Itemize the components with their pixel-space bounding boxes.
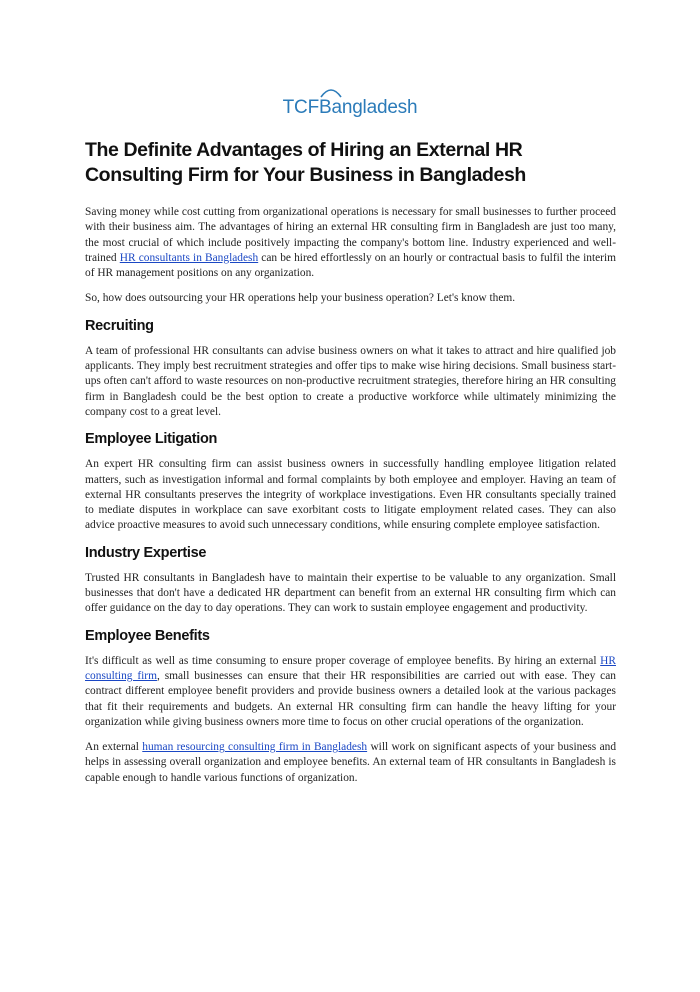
benefits-text-b: , small businesses can ensure that their HR responsibilities are carried out with ease. They can contract different employee benefit providers and provide business owners a detailed look at the various packages that fit their requirements and budgets. An external HR consulting firm can handle the heavy lifting for your organization while giving business owners more time to focus on other crucial operations of the organization.	[85, 669, 616, 728]
section-heading-employee-benefits: Employee Benefits	[85, 627, 210, 644]
logo-part-bangladesh: Bangladesh	[318, 97, 418, 118]
section-text-employee-benefits-2	[85, 740, 616, 786]
section-text-employee-litigation: An expert HR consulting firm can assist business owners in successfully handling employee litigation related matters, such as investigation informal and formal complaints by both employee and employer. Having an team of external HR consultants preserves the integrity of workplace investigations. Even HR consultants specially trained to mediate disputes in workplace can save exorbitant costs to litigate employment related cases. They can also advice proactive measures to avoid such unnecessary conditions, while ensuring complete employee satisfaction.	[85, 458, 616, 532]
section-text-recruiting: A team of professional HR consultants can advise business owners on what it takes to attract and hire qualified job applicants. They imply best recruitment strategies and offer tips to make wise hiring decisions. Small business start-ups often can't afford to waste resources on non-productive recruitment strategies, therefore hiring an HR consulting firm in Bangladesh could be the best option to create a productive workforce while ultimately minimizing the company cost to a great level.	[85, 344, 616, 418]
logo-arc-icon	[319, 85, 343, 99]
intro-text-b: can be hired effortlessly on an hourly or contractual basis to fulfil the interim of HR management positions on any organization.	[85, 251, 617, 280]
section-text-industry-expertise: Trusted HR consultants in Bangladesh have to maintain their expertise to be valuable to any organization. Small businesses that don't have a dedicated HR department can benefit from an external HR consulting firm which can offer guidance on the day to day operations. They can work to sustain employee engagement and productivity.	[85, 571, 616, 615]
human-resourcing-firm-link[interactable]: human resourcing consulting firm in Bangladesh	[142, 741, 368, 754]
company-logo	[0, 88, 700, 128]
logo-part-tcf: TCF	[282, 97, 319, 118]
section-heading-recruiting: Recruiting	[85, 317, 154, 334]
logo-wordmark	[283, 97, 418, 119]
benefits-text-a: It's difficult as well as time consuming to ensure proper coverage of employee benefits. By hiring an external	[85, 654, 601, 667]
section-heading-employee-litigation: Employee Litigation	[85, 431, 218, 448]
intro-paragraph-2: So, how does outsourcing your HR operations help your business operation? Let's know them.	[85, 292, 516, 305]
benefits2-text-a: An external	[85, 741, 143, 754]
document-body	[85, 205, 616, 796]
hr-consultants-link[interactable]: HR consultants in Bangladesh	[119, 251, 259, 264]
intro-paragraph-1	[85, 205, 616, 281]
section-text-employee-benefits-1	[85, 654, 616, 730]
document-title: The Definite Advantages of Hiring an External HR Consulting Firm for Your Business in Bangladesh	[85, 139, 526, 186]
intro-text-a: Saving money while cost cutting from organizational operations is necessary for small businesses to further proceed with their business aim. The advantages of hiring an external HR consulting firm in Bangladesh are just too many, the most crucial of which include positively impacting the company's bottom line. Industry experienced and well-trained	[85, 206, 616, 264]
section-heading-industry-expertise: Industry Expertise	[85, 544, 207, 561]
benefits2-text-b: will work on significant aspects of your business and helps in assessing overall organization and employee benefits. An external team of HR consultants in Bangladesh is capable enough to handle various functions of organization.	[85, 741, 617, 784]
hr-consulting-firm-link[interactable]: HR consulting firm	[85, 654, 616, 682]
